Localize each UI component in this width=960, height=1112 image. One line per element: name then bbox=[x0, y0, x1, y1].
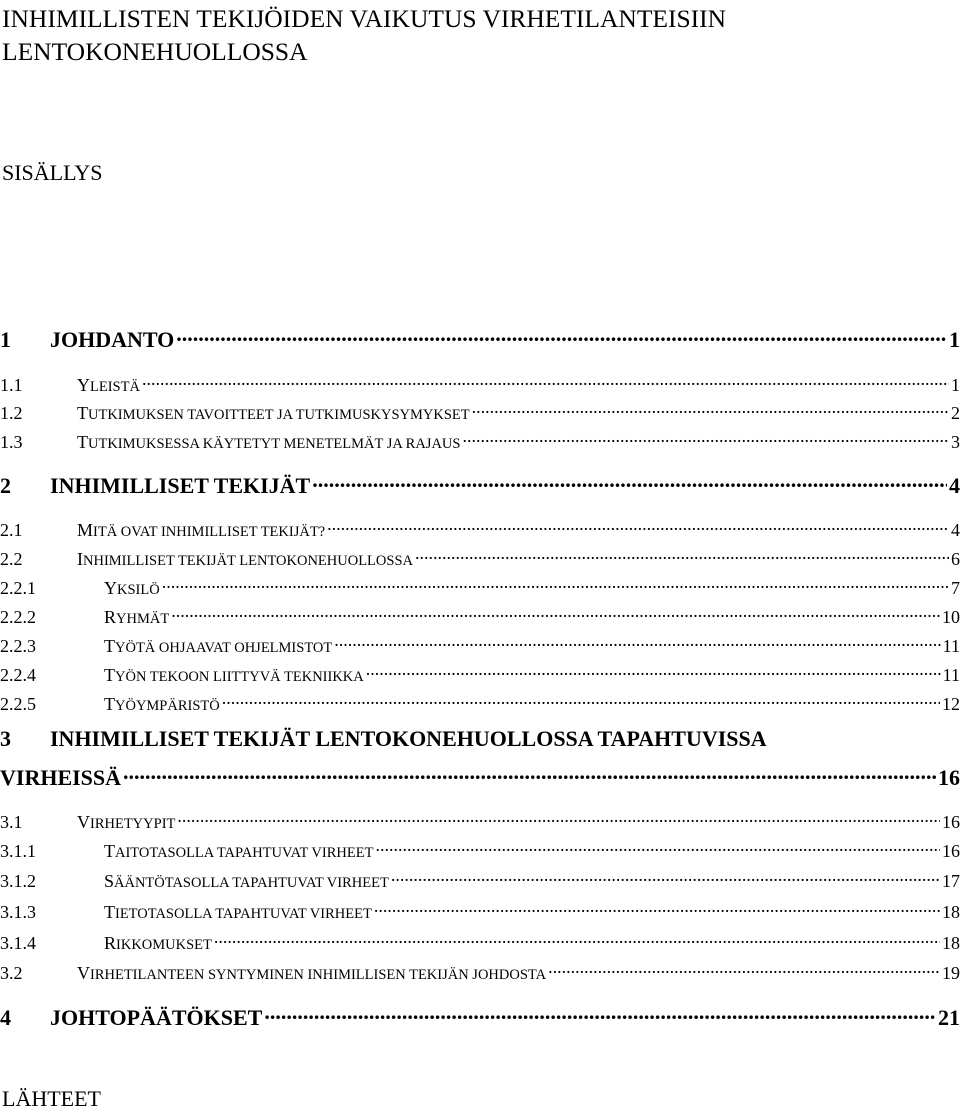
toc-entry-title-initial: T bbox=[104, 664, 115, 685]
toc-entry-page: 19 bbox=[942, 962, 960, 983]
toc-entry-number: 1.2 bbox=[0, 402, 23, 423]
toc-entry-title bbox=[104, 636, 332, 657]
toc-leader-dots bbox=[171, 602, 940, 623]
toc-entry-subsection[interactable] bbox=[0, 689, 960, 715]
toc-entry-title-initial: I bbox=[77, 548, 83, 569]
toc-entry-number: 2.2.4 bbox=[0, 664, 36, 685]
toc-leader-dots bbox=[264, 1000, 936, 1025]
toc-leader-dots bbox=[462, 427, 949, 448]
toc-entry-title-rest: OHDANTO bbox=[61, 327, 175, 353]
toc-entry-title-rest: IRHETYYPIT bbox=[90, 815, 176, 832]
toc-entry-section[interactable] bbox=[0, 370, 960, 396]
toc-entry-page: 2 bbox=[951, 402, 960, 423]
toc-entry-title-initial: S bbox=[104, 870, 115, 891]
toc-entry-section[interactable] bbox=[0, 958, 960, 984]
toc-entry-number: 1.3 bbox=[0, 431, 23, 452]
toc-entry-title-rest: YÖTÄ OHJAAVAT OHJELMISTOT bbox=[115, 639, 333, 656]
toc-entry-title bbox=[104, 902, 372, 923]
toc-entry-page: 18 bbox=[942, 901, 960, 922]
toc-entry-title-rest: KSILÖ bbox=[117, 581, 160, 598]
toc-entry-page: 12 bbox=[942, 693, 960, 714]
toc-entry-title-rest: LEISTÄ bbox=[90, 378, 140, 395]
toc-entry-title-rest: IRHETILANTEEN SYNTYMINEN INHIMILLISEN TEKIJÄN JOHDOSTA bbox=[90, 966, 547, 983]
toc-entry-title bbox=[104, 607, 169, 628]
toc-entry-subsection[interactable] bbox=[0, 660, 960, 686]
toc-entry-section[interactable] bbox=[0, 544, 960, 570]
toc-entry-title-rest: NHIMILLISET TEKIJÄT LENTOKONEHUOLLOSSA bbox=[83, 552, 413, 569]
toc-entry-subsection[interactable] bbox=[0, 631, 960, 657]
toc-leader-dots bbox=[374, 897, 940, 918]
toc-entry-page: 4 bbox=[949, 473, 960, 499]
toc-entry-subsection[interactable] bbox=[0, 866, 960, 892]
toc-entry-title-initial: T bbox=[104, 840, 115, 861]
toc-entry-page: 11 bbox=[942, 635, 960, 656]
toc-entry-title-rest: AITOTASOLLA TAPAHTUVAT VIRHEET bbox=[115, 844, 374, 861]
toc-entry-title bbox=[104, 694, 220, 715]
toc-leader-dots bbox=[222, 689, 940, 710]
toc-entry-number: 1.1 bbox=[0, 374, 23, 395]
toc-entry-title-rest: UTKIMUKSEN TAVOITTEET JA TUTKIMUSKYSYMYKSET bbox=[88, 406, 470, 423]
toc-entry-title-initial: T bbox=[104, 693, 115, 714]
toc-leader-dots bbox=[327, 515, 949, 536]
toc-entry-title bbox=[104, 578, 160, 599]
toc-entry-title-initial: T bbox=[77, 431, 88, 452]
toc-entry-chapter-cont bbox=[0, 760, 960, 791]
toc-leader-dots bbox=[415, 544, 949, 565]
toc-entry-title-initial: V bbox=[77, 811, 90, 832]
toc-entry-number: 4 bbox=[0, 1005, 11, 1031]
toc-entry-title-initial: Y bbox=[77, 374, 90, 395]
toc-entry-number: 3.1.4 bbox=[0, 932, 36, 953]
toc-entry-title-line1: INHIMILLISET TEKIJÄT LENTOKONEHUOLLOSSA TAPAHTUVISSA bbox=[50, 726, 767, 751]
toc-entry-page: 16 bbox=[942, 811, 960, 832]
toc-entry-page: 10 bbox=[942, 606, 960, 627]
toc-entry-title-initial: T bbox=[104, 901, 115, 922]
toc-entry-title bbox=[50, 1005, 262, 1031]
toc-entry-number: 1 bbox=[0, 327, 11, 353]
toc-entry-page: 17 bbox=[942, 870, 960, 891]
toc-entry-title bbox=[77, 520, 325, 541]
toc-entry-title bbox=[77, 963, 546, 984]
toc-entry-title bbox=[77, 549, 413, 570]
toc-entry-title-rest: YÖN TEKOON LIITTYVÄ TEKNIIKKA bbox=[115, 668, 364, 685]
toc-entry-title-initial: Y bbox=[104, 577, 117, 598]
toc-entry-title-initial: I bbox=[50, 473, 59, 499]
toc-entry-title-initial: M bbox=[77, 519, 94, 540]
toc-entry-title-initial: T bbox=[77, 402, 88, 423]
toc-entry-title-initial: T bbox=[104, 635, 115, 656]
toc-entry-title bbox=[50, 473, 310, 499]
toc-entry-title bbox=[77, 375, 140, 396]
toc-heading: SISÄLLYS bbox=[2, 160, 103, 185]
toc-leader-dots bbox=[214, 928, 940, 949]
toc-entry-number: 2.1 bbox=[0, 519, 23, 540]
toc-entry-subsection[interactable] bbox=[0, 573, 960, 599]
toc-entry-page: 18 bbox=[942, 932, 960, 953]
toc-entry-title-initial: V bbox=[77, 962, 90, 983]
toc-entry-number: 3.1.3 bbox=[0, 901, 36, 922]
toc-leader-dots bbox=[391, 866, 940, 887]
toc-entry-chapter[interactable] bbox=[0, 322, 960, 353]
toc-entry-chapter[interactable] bbox=[0, 726, 960, 752]
toc-entry-section[interactable] bbox=[0, 427, 960, 453]
toc-entry-number: 2.2.2 bbox=[0, 606, 36, 627]
toc-entry-title-line2: VIRHEISSÄ bbox=[0, 765, 122, 791]
toc-entry-title-rest: ITÄ OVAT INHIMILLISET TEKIJÄT? bbox=[93, 523, 326, 540]
toc-leader-dots bbox=[472, 398, 949, 419]
toc-entry-page: 16 bbox=[942, 840, 960, 861]
toc-entry-title-rest: IETOTASOLLA TAPAHTUVAT VIRHEET bbox=[115, 905, 372, 922]
toc-entry-number: 3.1 bbox=[0, 811, 23, 832]
toc-entry-title bbox=[104, 871, 389, 892]
toc-entry-title-rest: YHMÄT bbox=[116, 610, 170, 627]
toc-entry-page: 1 bbox=[949, 327, 960, 353]
toc-entry-number: 3.1.1 bbox=[0, 840, 36, 861]
toc-entry-subsection[interactable] bbox=[0, 897, 960, 923]
toc-entry-title bbox=[77, 812, 175, 833]
toc-entry-page: 11 bbox=[942, 664, 960, 685]
toc-entry-chapter[interactable] bbox=[0, 1000, 960, 1031]
toc-entry-chapter[interactable] bbox=[0, 468, 960, 499]
toc-entry-title-rest: OHTOPÄÄTÖKSET bbox=[61, 1005, 263, 1031]
toc-entry-page: 3 bbox=[951, 431, 960, 452]
toc-entry-title bbox=[104, 933, 212, 954]
toc-entry-page: 21 bbox=[938, 1005, 960, 1031]
toc-leader-dots bbox=[334, 631, 940, 652]
toc-leader-dots bbox=[366, 660, 941, 681]
toc-entry-title-rest: NHIMILLISET TEKIJÄT bbox=[58, 473, 311, 499]
toc-entry-number: 3.2 bbox=[0, 962, 23, 983]
toc-entry-number: 2.2.5 bbox=[0, 693, 36, 714]
toc-entry-title-initial: J bbox=[50, 327, 61, 353]
toc-leader-dots bbox=[548, 958, 940, 979]
toc-entry-number: 2.2.1 bbox=[0, 577, 36, 598]
toc-leader-dots bbox=[312, 468, 947, 493]
toc-leader-dots bbox=[162, 573, 949, 594]
toc-entry-page: 6 bbox=[951, 548, 960, 569]
toc-entry-number: 2.2.3 bbox=[0, 635, 36, 656]
toc-entry-title-rest: ÄÄNTÖTASOLLA TAPAHTUVAT VIRHEET bbox=[114, 874, 389, 891]
toc-entry-title-initial: R bbox=[104, 932, 117, 953]
toc-leader-dots bbox=[123, 760, 936, 785]
toc-leader-dots bbox=[177, 807, 940, 828]
document-title: INHIMILLISTEN TEKIJÖIDEN VAIKUTUS VIRHETILANTEISIIN LENTOKONEHUOLLOSSA bbox=[2, 4, 727, 66]
toc-entry-title bbox=[104, 665, 364, 686]
toc-entry-subsection[interactable] bbox=[0, 928, 960, 954]
toc-leader-dots bbox=[375, 836, 940, 857]
toc-entry-title bbox=[104, 841, 373, 862]
toc-entry-number: 3 bbox=[0, 726, 11, 751]
toc-entry-title bbox=[77, 432, 460, 453]
toc-entry-title-initial: J bbox=[50, 1005, 61, 1031]
toc-entry-number: 3.1.2 bbox=[0, 870, 36, 891]
toc-entry-number: 2 bbox=[0, 473, 11, 499]
toc-entry-title-rest: IKKOMUKSET bbox=[116, 936, 212, 953]
toc-entry-page: 4 bbox=[951, 519, 960, 540]
toc-entry-title bbox=[77, 403, 470, 424]
toc-entry-title-initial: R bbox=[104, 606, 117, 627]
toc-entry-page: 7 bbox=[951, 577, 960, 598]
toc-entry-page: 1 bbox=[951, 374, 960, 395]
toc-leader-dots bbox=[142, 370, 949, 391]
toc-entry-number: 2.2 bbox=[0, 548, 23, 569]
toc-entry-title-rest: UTKIMUKSESSA KÄYTETYT MENETELMÄT JA RAJAUS bbox=[88, 435, 461, 452]
toc-entry-title-rest: YÖYMPÄRISTÖ bbox=[115, 697, 220, 714]
references-heading: LÄHTEET bbox=[2, 1086, 101, 1111]
toc-entry-section[interactable] bbox=[0, 398, 960, 424]
toc-leader-dots bbox=[176, 322, 947, 347]
toc-entry-page: 16 bbox=[938, 765, 960, 791]
toc-entry-section[interactable] bbox=[0, 807, 960, 833]
toc-entry-title bbox=[50, 327, 174, 353]
toc-entry-section[interactable] bbox=[0, 515, 960, 541]
toc-entry-subsection[interactable] bbox=[0, 602, 960, 628]
toc-entry-subsection[interactable] bbox=[0, 836, 960, 862]
